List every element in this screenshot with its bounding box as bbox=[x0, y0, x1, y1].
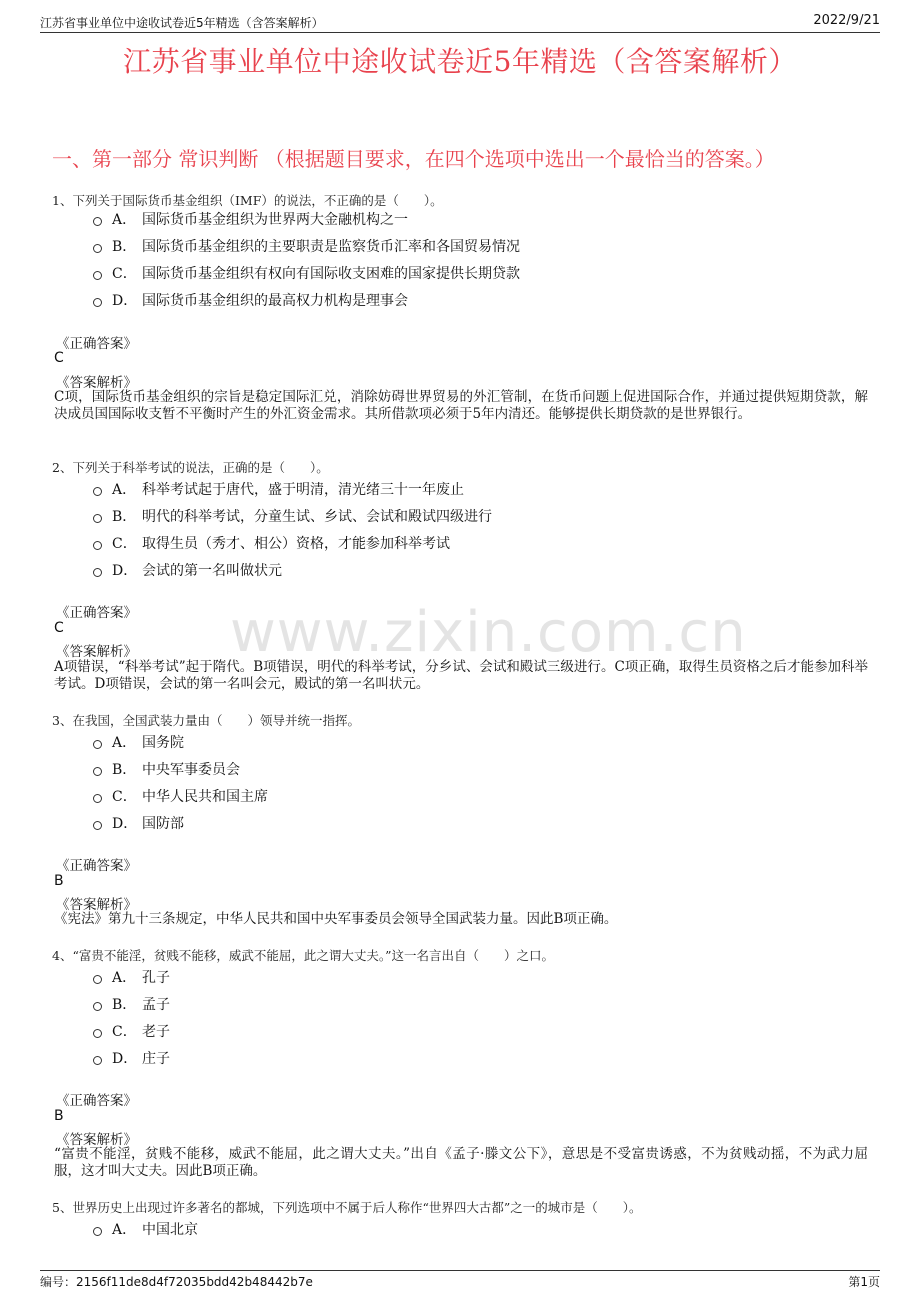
answer-label: 《正确答案》 bbox=[56, 605, 137, 621]
analysis-text: C项，国际货币基金组织的宗旨是稳定国际汇兑，消除妨碍世界贸易的外汇管制，在货币问题上促进国际合作，并通过提供短期贷款，解决成员国国际收支暂不平衡时产生的外汇资金需求。其所借款项必须于5年内清还。能够提供长期贷款的是世界银行。 bbox=[54, 389, 868, 422]
page-number: 第1页 bbox=[848, 1275, 880, 1289]
radio-icon[interactable] bbox=[93, 821, 102, 830]
radio-icon[interactable] bbox=[93, 794, 102, 803]
answer-label: 《正确答案》 bbox=[56, 1093, 137, 1109]
radio-icon[interactable] bbox=[93, 740, 102, 749]
radio-icon[interactable] bbox=[93, 1227, 102, 1236]
radio-icon[interactable] bbox=[93, 271, 102, 280]
question-stem: 1、下列关于国际货币基金组织（IMF）的说法，不正确的是（ ）。 bbox=[52, 193, 443, 208]
document-code: 编号：2156f11de8d4f72035bdd42b48442b7e bbox=[40, 1275, 313, 1289]
option-a[interactable]: A． 国务院 bbox=[93, 732, 184, 752]
analysis-label: 《答案解析》 bbox=[56, 375, 137, 391]
answer-value: B bbox=[54, 1108, 64, 1124]
analysis-label: 《答案解析》 bbox=[56, 644, 137, 660]
header-date: 2022/9/21 bbox=[813, 13, 880, 28]
radio-icon[interactable] bbox=[93, 298, 102, 307]
analysis-label: 《答案解析》 bbox=[56, 897, 137, 913]
option-a[interactable]: A． 孔子 bbox=[93, 967, 170, 987]
option-b[interactable]: B． 中央军事委员会 bbox=[93, 759, 240, 779]
answer-value: C bbox=[54, 350, 64, 366]
option-b[interactable]: B． 国际货币基金组织的主要职责是监察货币汇率和各国贸易情况 bbox=[93, 236, 520, 256]
watermark: www.zixin.com.cn bbox=[230, 600, 747, 665]
option-c[interactable]: C． 取得生员（秀才、相公）资格，才能参加科举考试 bbox=[93, 533, 450, 553]
question-stem: 5、世界历史上出现过许多著名的都城，下列选项中不属于后人称作“世界四大古都”之一的城市是（ ）。 bbox=[52, 1200, 642, 1215]
document-title: 江苏省事业单位中途收试卷近5年精选（含答案解析） bbox=[123, 45, 797, 78]
radio-icon[interactable] bbox=[93, 1002, 102, 1011]
radio-icon[interactable] bbox=[93, 1056, 102, 1065]
option-c[interactable]: C． 国际货币基金组织有权向有国际收支困难的国家提供长期贷款 bbox=[93, 263, 520, 283]
radio-icon[interactable] bbox=[93, 217, 102, 226]
page-header bbox=[40, 12, 880, 33]
analysis-label: 《答案解析》 bbox=[56, 1132, 137, 1148]
radio-icon[interactable] bbox=[93, 514, 102, 523]
question-stem: 3、在我国，全国武装力量由（ ）领导并统一指挥。 bbox=[52, 713, 360, 728]
option-d[interactable]: D． 会试的第一名叫做状元 bbox=[93, 560, 282, 580]
analysis-text: A项错误，“科举考试”起于隋代。B项错误，明代的科举考试，分乡试、会试和殿试三级进行。C项正确，取得生员资格之后才能参加科举考试。D项错误，会试的第一名叫会元，殿试的第一名叫状元。 bbox=[54, 659, 868, 692]
question-stem: 4、“富贵不能淫，贫贱不能移，威武不能屈，此之谓大丈夫。”这一名言出自（ ）之口。 bbox=[52, 948, 554, 963]
option-b[interactable]: B． 明代的科举考试，分童生试、乡试、会试和殿试四级进行 bbox=[93, 506, 492, 526]
section-heading: 一、第一部分 常识判断 （根据题目要求，在四个选项中选出一个最恰当的答案。） bbox=[52, 147, 775, 171]
analysis-text: 《宪法》第九十三条规定，中华人民共和国中央军事委员会领导全国武装力量。因此B项正确。 bbox=[54, 911, 618, 927]
option-a[interactable]: A． 国际货币基金组织为世界两大金融机构之一 bbox=[93, 209, 408, 229]
radio-icon[interactable] bbox=[93, 487, 102, 496]
radio-icon[interactable] bbox=[93, 767, 102, 776]
radio-icon[interactable] bbox=[93, 541, 102, 550]
answer-value: B bbox=[54, 873, 64, 889]
option-a[interactable]: A． 科举考试起于唐代，盛于明清，清光绪三十一年废止 bbox=[93, 479, 464, 499]
option-d[interactable]: D． 庄子 bbox=[93, 1048, 170, 1068]
radio-icon[interactable] bbox=[93, 975, 102, 984]
radio-icon[interactable] bbox=[93, 244, 102, 253]
page-footer bbox=[40, 1270, 880, 1289]
option-d[interactable]: D． 国防部 bbox=[93, 813, 184, 833]
header-doc-title: 江苏省事业单位中途收试卷近5年精选（含答案解析） bbox=[40, 16, 324, 30]
option-d[interactable]: D． 国际货币基金组织的最高权力机构是理事会 bbox=[93, 290, 408, 310]
analysis-text: “富贵不能淫，贫贱不能移，威武不能屈，此之谓大丈夫。”出自《孟子·滕文公下》，意思是不受富贵诱惑，不为贫贱动摇，不为武力屈服，这才叫大丈夫。因此B项正确。 bbox=[54, 1146, 868, 1179]
question-stem: 2、下列关于科举考试的说法，正确的是（ ）。 bbox=[52, 460, 329, 475]
radio-icon[interactable] bbox=[93, 568, 102, 577]
radio-icon[interactable] bbox=[93, 1029, 102, 1038]
answer-label: 《正确答案》 bbox=[56, 858, 137, 874]
option-b[interactable]: B． 孟子 bbox=[93, 994, 170, 1014]
answer-label: 《正确答案》 bbox=[56, 336, 137, 352]
option-c[interactable]: C． 中华人民共和国主席 bbox=[93, 786, 268, 806]
answer-value: C bbox=[54, 620, 64, 636]
option-c[interactable]: C． 老子 bbox=[93, 1021, 170, 1041]
option-a[interactable]: A． 中国北京 bbox=[93, 1219, 198, 1239]
